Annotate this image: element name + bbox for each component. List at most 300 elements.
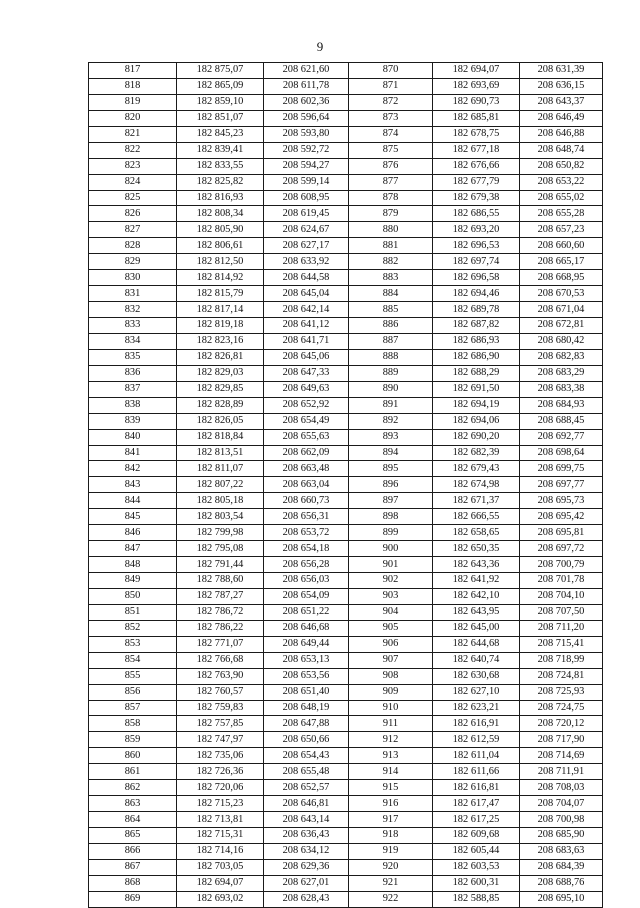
y-coordinate-cell: 208 656,28 bbox=[264, 557, 349, 573]
table-row bbox=[89, 126, 603, 142]
point-number-cell: 830 bbox=[89, 270, 177, 286]
x-coordinate-cell: 182 677,79 bbox=[433, 174, 520, 190]
x-coordinate-cell: 182 826,05 bbox=[177, 413, 264, 429]
point-number-cell: 879 bbox=[349, 206, 433, 222]
point-number-cell: 861 bbox=[89, 764, 177, 780]
point-number-cell: 837 bbox=[89, 381, 177, 397]
point-number-cell: 908 bbox=[349, 668, 433, 684]
point-number-cell: 821 bbox=[89, 126, 177, 142]
y-coordinate-cell: 208 594,27 bbox=[264, 158, 349, 174]
y-coordinate-cell: 208 644,58 bbox=[264, 270, 349, 286]
point-number-cell: 849 bbox=[89, 573, 177, 589]
x-coordinate-cell: 182 818,84 bbox=[177, 429, 264, 445]
x-coordinate-cell: 182 829,85 bbox=[177, 381, 264, 397]
point-number-cell: 864 bbox=[89, 812, 177, 828]
y-coordinate-cell: 208 645,06 bbox=[264, 349, 349, 365]
y-coordinate-cell: 208 611,78 bbox=[264, 78, 349, 94]
table-row bbox=[89, 238, 603, 254]
point-number-cell: 829 bbox=[89, 254, 177, 270]
y-coordinate-cell: 208 608,95 bbox=[264, 190, 349, 206]
x-coordinate-cell: 182 812,50 bbox=[177, 254, 264, 270]
y-coordinate-cell: 208 653,56 bbox=[264, 668, 349, 684]
point-number-cell: 889 bbox=[349, 365, 433, 381]
point-number-cell: 896 bbox=[349, 477, 433, 493]
x-coordinate-cell: 182 588,85 bbox=[433, 891, 520, 907]
point-number-cell: 839 bbox=[89, 413, 177, 429]
x-coordinate-cell: 182 650,35 bbox=[433, 541, 520, 557]
y-coordinate-cell: 208 650,82 bbox=[520, 158, 603, 174]
x-coordinate-cell: 182 609,68 bbox=[433, 828, 520, 844]
point-number-cell: 901 bbox=[349, 557, 433, 573]
x-coordinate-cell: 182 623,21 bbox=[433, 700, 520, 716]
table-row bbox=[89, 254, 603, 270]
table-row bbox=[89, 461, 603, 477]
point-number-cell: 922 bbox=[349, 891, 433, 907]
point-number-cell: 888 bbox=[349, 349, 433, 365]
y-coordinate-cell: 208 633,92 bbox=[264, 254, 349, 270]
coordinates-table bbox=[88, 62, 603, 908]
y-coordinate-cell: 208 641,71 bbox=[264, 333, 349, 349]
x-coordinate-cell: 182 693,02 bbox=[177, 891, 264, 907]
y-coordinate-cell: 208 631,39 bbox=[520, 63, 603, 79]
point-number-cell: 820 bbox=[89, 110, 177, 126]
table-row bbox=[89, 94, 603, 110]
coordinates-table-body bbox=[89, 63, 603, 908]
point-number-cell: 844 bbox=[89, 493, 177, 509]
y-coordinate-cell: 208 643,37 bbox=[520, 94, 603, 110]
y-coordinate-cell: 208 634,12 bbox=[264, 843, 349, 859]
point-number-cell: 859 bbox=[89, 732, 177, 748]
point-number-cell: 866 bbox=[89, 843, 177, 859]
table-row bbox=[89, 286, 603, 302]
y-coordinate-cell: 208 627,01 bbox=[264, 875, 349, 891]
y-coordinate-cell: 208 663,48 bbox=[264, 461, 349, 477]
point-number-cell: 865 bbox=[89, 828, 177, 844]
y-coordinate-cell: 208 653,72 bbox=[264, 525, 349, 541]
table-row bbox=[89, 509, 603, 525]
x-coordinate-cell: 182 875,07 bbox=[177, 63, 264, 79]
y-coordinate-cell: 208 665,17 bbox=[520, 254, 603, 270]
table-row bbox=[89, 732, 603, 748]
y-coordinate-cell: 208 655,48 bbox=[264, 764, 349, 780]
y-coordinate-cell: 208 656,31 bbox=[264, 509, 349, 525]
point-number-cell: 867 bbox=[89, 859, 177, 875]
table-row bbox=[89, 875, 603, 891]
x-coordinate-cell: 182 694,46 bbox=[433, 286, 520, 302]
y-coordinate-cell: 208 683,38 bbox=[520, 381, 603, 397]
y-coordinate-cell: 208 643,14 bbox=[264, 812, 349, 828]
y-coordinate-cell: 208 725,93 bbox=[520, 684, 603, 700]
y-coordinate-cell: 208 660,73 bbox=[264, 493, 349, 509]
x-coordinate-cell: 182 694,07 bbox=[177, 875, 264, 891]
y-coordinate-cell: 208 697,72 bbox=[520, 541, 603, 557]
y-coordinate-cell: 208 672,81 bbox=[520, 318, 603, 334]
x-coordinate-cell: 182 703,05 bbox=[177, 859, 264, 875]
point-number-cell: 833 bbox=[89, 318, 177, 334]
x-coordinate-cell: 182 696,53 bbox=[433, 238, 520, 254]
point-number-cell: 898 bbox=[349, 509, 433, 525]
y-coordinate-cell: 208 619,45 bbox=[264, 206, 349, 222]
x-coordinate-cell: 182 805,18 bbox=[177, 493, 264, 509]
y-coordinate-cell: 208 646,49 bbox=[520, 110, 603, 126]
x-coordinate-cell: 182 807,22 bbox=[177, 477, 264, 493]
x-coordinate-cell: 182 713,81 bbox=[177, 812, 264, 828]
table-row bbox=[89, 525, 603, 541]
y-coordinate-cell: 208 718,99 bbox=[520, 652, 603, 668]
y-coordinate-cell: 208 653,13 bbox=[264, 652, 349, 668]
table-row bbox=[89, 477, 603, 493]
table-row bbox=[89, 413, 603, 429]
point-number-cell: 862 bbox=[89, 780, 177, 796]
x-coordinate-cell: 182 823,16 bbox=[177, 333, 264, 349]
x-coordinate-cell: 182 828,89 bbox=[177, 397, 264, 413]
y-coordinate-cell: 208 663,04 bbox=[264, 477, 349, 493]
table-row bbox=[89, 397, 603, 413]
y-coordinate-cell: 208 648,74 bbox=[520, 142, 603, 158]
x-coordinate-cell: 182 630,68 bbox=[433, 668, 520, 684]
point-number-cell: 887 bbox=[349, 333, 433, 349]
x-coordinate-cell: 182 865,09 bbox=[177, 78, 264, 94]
x-coordinate-cell: 182 787,27 bbox=[177, 588, 264, 604]
point-number-cell: 899 bbox=[349, 525, 433, 541]
point-number-cell: 854 bbox=[89, 652, 177, 668]
point-number-cell: 912 bbox=[349, 732, 433, 748]
point-number-cell: 822 bbox=[89, 142, 177, 158]
y-coordinate-cell: 208 657,23 bbox=[520, 222, 603, 238]
table-row bbox=[89, 206, 603, 222]
table-row bbox=[89, 812, 603, 828]
point-number-cell: 841 bbox=[89, 445, 177, 461]
x-coordinate-cell: 182 693,20 bbox=[433, 222, 520, 238]
x-coordinate-cell: 182 687,82 bbox=[433, 318, 520, 334]
y-coordinate-cell: 208 596,64 bbox=[264, 110, 349, 126]
x-coordinate-cell: 182 808,34 bbox=[177, 206, 264, 222]
point-number-cell: 878 bbox=[349, 190, 433, 206]
point-number-cell: 870 bbox=[349, 63, 433, 79]
y-coordinate-cell: 208 715,41 bbox=[520, 636, 603, 652]
x-coordinate-cell: 182 833,55 bbox=[177, 158, 264, 174]
point-number-cell: 907 bbox=[349, 652, 433, 668]
y-coordinate-cell: 208 699,75 bbox=[520, 461, 603, 477]
table-row bbox=[89, 222, 603, 238]
point-number-cell: 855 bbox=[89, 668, 177, 684]
x-coordinate-cell: 182 686,90 bbox=[433, 349, 520, 365]
x-coordinate-cell: 182 760,57 bbox=[177, 684, 264, 700]
x-coordinate-cell: 182 603,53 bbox=[433, 859, 520, 875]
point-number-cell: 819 bbox=[89, 94, 177, 110]
point-number-cell: 891 bbox=[349, 397, 433, 413]
point-number-cell: 828 bbox=[89, 238, 177, 254]
x-coordinate-cell: 182 612,59 bbox=[433, 732, 520, 748]
x-coordinate-cell: 182 806,61 bbox=[177, 238, 264, 254]
x-coordinate-cell: 182 715,31 bbox=[177, 828, 264, 844]
x-coordinate-cell: 182 671,37 bbox=[433, 493, 520, 509]
table-row bbox=[89, 668, 603, 684]
y-coordinate-cell: 208 648,19 bbox=[264, 700, 349, 716]
point-number-cell: 827 bbox=[89, 222, 177, 238]
y-coordinate-cell: 208 688,45 bbox=[520, 413, 603, 429]
x-coordinate-cell: 182 640,74 bbox=[433, 652, 520, 668]
y-coordinate-cell: 208 701,78 bbox=[520, 573, 603, 589]
x-coordinate-cell: 182 815,79 bbox=[177, 286, 264, 302]
point-number-cell: 840 bbox=[89, 429, 177, 445]
y-coordinate-cell: 208 654,09 bbox=[264, 588, 349, 604]
table-row bbox=[89, 381, 603, 397]
y-coordinate-cell: 208 652,92 bbox=[264, 397, 349, 413]
table-row bbox=[89, 493, 603, 509]
y-coordinate-cell: 208 684,39 bbox=[520, 859, 603, 875]
y-coordinate-cell: 208 662,09 bbox=[264, 445, 349, 461]
point-number-cell: 838 bbox=[89, 397, 177, 413]
x-coordinate-cell: 182 715,23 bbox=[177, 796, 264, 812]
point-number-cell: 836 bbox=[89, 365, 177, 381]
x-coordinate-cell: 182 799,98 bbox=[177, 525, 264, 541]
point-number-cell: 915 bbox=[349, 780, 433, 796]
point-number-cell: 853 bbox=[89, 636, 177, 652]
y-coordinate-cell: 208 627,17 bbox=[264, 238, 349, 254]
x-coordinate-cell: 182 694,19 bbox=[433, 397, 520, 413]
y-coordinate-cell: 208 646,68 bbox=[264, 620, 349, 636]
point-number-cell: 848 bbox=[89, 557, 177, 573]
y-coordinate-cell: 208 670,53 bbox=[520, 286, 603, 302]
y-coordinate-cell: 208 629,36 bbox=[264, 859, 349, 875]
x-coordinate-cell: 182 786,72 bbox=[177, 604, 264, 620]
y-coordinate-cell: 208 642,14 bbox=[264, 302, 349, 318]
point-number-cell: 914 bbox=[349, 764, 433, 780]
y-coordinate-cell: 208 683,29 bbox=[520, 365, 603, 381]
y-coordinate-cell: 208 654,43 bbox=[264, 748, 349, 764]
x-coordinate-cell: 182 786,22 bbox=[177, 620, 264, 636]
y-coordinate-cell: 208 685,90 bbox=[520, 828, 603, 844]
x-coordinate-cell: 182 805,90 bbox=[177, 222, 264, 238]
point-number-cell: 824 bbox=[89, 174, 177, 190]
y-coordinate-cell: 208 711,91 bbox=[520, 764, 603, 780]
point-number-cell: 877 bbox=[349, 174, 433, 190]
x-coordinate-cell: 182 803,54 bbox=[177, 509, 264, 525]
point-number-cell: 846 bbox=[89, 525, 177, 541]
point-number-cell: 817 bbox=[89, 63, 177, 79]
x-coordinate-cell: 182 845,23 bbox=[177, 126, 264, 142]
point-number-cell: 893 bbox=[349, 429, 433, 445]
y-coordinate-cell: 208 717,90 bbox=[520, 732, 603, 748]
table-row bbox=[89, 349, 603, 365]
point-number-cell: 826 bbox=[89, 206, 177, 222]
point-number-cell: 856 bbox=[89, 684, 177, 700]
y-coordinate-cell: 208 646,81 bbox=[264, 796, 349, 812]
y-coordinate-cell: 208 624,67 bbox=[264, 222, 349, 238]
table-row bbox=[89, 573, 603, 589]
table-row bbox=[89, 828, 603, 844]
table-row bbox=[89, 557, 603, 573]
x-coordinate-cell: 182 627,10 bbox=[433, 684, 520, 700]
x-coordinate-cell: 182 617,47 bbox=[433, 796, 520, 812]
x-coordinate-cell: 182 617,25 bbox=[433, 812, 520, 828]
table-row bbox=[89, 541, 603, 557]
point-number-cell: 913 bbox=[349, 748, 433, 764]
y-coordinate-cell: 208 651,40 bbox=[264, 684, 349, 700]
x-coordinate-cell: 182 676,66 bbox=[433, 158, 520, 174]
table-row bbox=[89, 859, 603, 875]
table-row bbox=[89, 445, 603, 461]
point-number-cell: 886 bbox=[349, 318, 433, 334]
x-coordinate-cell: 182 795,08 bbox=[177, 541, 264, 557]
y-coordinate-cell: 208 654,49 bbox=[264, 413, 349, 429]
table-row bbox=[89, 764, 603, 780]
x-coordinate-cell: 182 679,43 bbox=[433, 461, 520, 477]
point-number-cell: 847 bbox=[89, 541, 177, 557]
point-number-cell: 897 bbox=[349, 493, 433, 509]
point-number-cell: 919 bbox=[349, 843, 433, 859]
point-number-cell: 881 bbox=[349, 238, 433, 254]
x-coordinate-cell: 182 826,81 bbox=[177, 349, 264, 365]
y-coordinate-cell: 208 688,76 bbox=[520, 875, 603, 891]
y-coordinate-cell: 208 641,12 bbox=[264, 318, 349, 334]
table-row bbox=[89, 142, 603, 158]
point-number-cell: 904 bbox=[349, 604, 433, 620]
y-coordinate-cell: 208 714,69 bbox=[520, 748, 603, 764]
x-coordinate-cell: 182 726,36 bbox=[177, 764, 264, 780]
x-coordinate-cell: 182 642,10 bbox=[433, 588, 520, 604]
x-coordinate-cell: 182 679,38 bbox=[433, 190, 520, 206]
y-coordinate-cell: 208 700,79 bbox=[520, 557, 603, 573]
x-coordinate-cell: 182 747,97 bbox=[177, 732, 264, 748]
x-coordinate-cell: 182 611,66 bbox=[433, 764, 520, 780]
y-coordinate-cell: 208 655,28 bbox=[520, 206, 603, 222]
x-coordinate-cell: 182 677,18 bbox=[433, 142, 520, 158]
point-number-cell: 916 bbox=[349, 796, 433, 812]
x-coordinate-cell: 182 766,68 bbox=[177, 652, 264, 668]
x-coordinate-cell: 182 720,06 bbox=[177, 780, 264, 796]
point-number-cell: 911 bbox=[349, 716, 433, 732]
point-number-cell: 845 bbox=[89, 509, 177, 525]
point-number-cell: 905 bbox=[349, 620, 433, 636]
point-number-cell: 852 bbox=[89, 620, 177, 636]
point-number-cell: 920 bbox=[349, 859, 433, 875]
y-coordinate-cell: 208 649,44 bbox=[264, 636, 349, 652]
x-coordinate-cell: 182 658,65 bbox=[433, 525, 520, 541]
point-number-cell: 823 bbox=[89, 158, 177, 174]
table-row bbox=[89, 716, 603, 732]
table-row bbox=[89, 700, 603, 716]
y-coordinate-cell: 208 656,03 bbox=[264, 573, 349, 589]
table-row bbox=[89, 796, 603, 812]
y-coordinate-cell: 208 704,07 bbox=[520, 796, 603, 812]
table-row bbox=[89, 636, 603, 652]
x-coordinate-cell: 182 696,58 bbox=[433, 270, 520, 286]
y-coordinate-cell: 208 592,72 bbox=[264, 142, 349, 158]
point-number-cell: 873 bbox=[349, 110, 433, 126]
y-coordinate-cell: 208 652,57 bbox=[264, 780, 349, 796]
y-coordinate-cell: 208 646,88 bbox=[520, 126, 603, 142]
point-number-cell: 895 bbox=[349, 461, 433, 477]
y-coordinate-cell: 208 655,02 bbox=[520, 190, 603, 206]
x-coordinate-cell: 182 816,93 bbox=[177, 190, 264, 206]
x-coordinate-cell: 182 788,60 bbox=[177, 573, 264, 589]
table-row bbox=[89, 843, 603, 859]
y-coordinate-cell: 208 636,15 bbox=[520, 78, 603, 94]
y-coordinate-cell: 208 692,77 bbox=[520, 429, 603, 445]
y-coordinate-cell: 208 599,14 bbox=[264, 174, 349, 190]
y-coordinate-cell: 208 720,12 bbox=[520, 716, 603, 732]
point-number-cell: 921 bbox=[349, 875, 433, 891]
y-coordinate-cell: 208 680,42 bbox=[520, 333, 603, 349]
y-coordinate-cell: 208 695,10 bbox=[520, 891, 603, 907]
x-coordinate-cell: 182 693,69 bbox=[433, 78, 520, 94]
x-coordinate-cell: 182 643,95 bbox=[433, 604, 520, 620]
x-coordinate-cell: 182 600,31 bbox=[433, 875, 520, 891]
point-number-cell: 851 bbox=[89, 604, 177, 620]
x-coordinate-cell: 182 694,06 bbox=[433, 413, 520, 429]
x-coordinate-cell: 182 616,91 bbox=[433, 716, 520, 732]
point-number-cell: 909 bbox=[349, 684, 433, 700]
point-number-cell: 903 bbox=[349, 588, 433, 604]
point-number-cell: 842 bbox=[89, 461, 177, 477]
table-row bbox=[89, 365, 603, 381]
x-coordinate-cell: 182 817,14 bbox=[177, 302, 264, 318]
page-number: 9 bbox=[316, 39, 324, 54]
table-row bbox=[89, 318, 603, 334]
point-number-cell: 868 bbox=[89, 875, 177, 891]
x-coordinate-cell: 182 851,07 bbox=[177, 110, 264, 126]
point-number-cell: 860 bbox=[89, 748, 177, 764]
point-number-cell: 902 bbox=[349, 573, 433, 589]
point-number-cell: 874 bbox=[349, 126, 433, 142]
x-coordinate-cell: 182 757,85 bbox=[177, 716, 264, 732]
x-coordinate-cell: 182 678,75 bbox=[433, 126, 520, 142]
x-coordinate-cell: 182 674,98 bbox=[433, 477, 520, 493]
table-row bbox=[89, 748, 603, 764]
y-coordinate-cell: 208 683,63 bbox=[520, 843, 603, 859]
x-coordinate-cell: 182 688,29 bbox=[433, 365, 520, 381]
x-coordinate-cell: 182 643,36 bbox=[433, 557, 520, 573]
table-row bbox=[89, 174, 603, 190]
y-coordinate-cell: 208 650,66 bbox=[264, 732, 349, 748]
x-coordinate-cell: 182 616,81 bbox=[433, 780, 520, 796]
y-coordinate-cell: 208 653,22 bbox=[520, 174, 603, 190]
x-coordinate-cell: 182 690,20 bbox=[433, 429, 520, 445]
x-coordinate-cell: 182 611,04 bbox=[433, 748, 520, 764]
y-coordinate-cell: 208 636,43 bbox=[264, 828, 349, 844]
y-coordinate-cell: 208 602,36 bbox=[264, 94, 349, 110]
y-coordinate-cell: 208 647,88 bbox=[264, 716, 349, 732]
point-number-cell: 884 bbox=[349, 286, 433, 302]
x-coordinate-cell: 182 771,07 bbox=[177, 636, 264, 652]
table-row bbox=[89, 620, 603, 636]
y-coordinate-cell: 208 655,63 bbox=[264, 429, 349, 445]
point-number-cell: 835 bbox=[89, 349, 177, 365]
y-coordinate-cell: 208 647,33 bbox=[264, 365, 349, 381]
table-row bbox=[89, 158, 603, 174]
y-coordinate-cell: 208 684,93 bbox=[520, 397, 603, 413]
point-number-cell: 834 bbox=[89, 333, 177, 349]
x-coordinate-cell: 182 641,92 bbox=[433, 573, 520, 589]
y-coordinate-cell: 208 695,81 bbox=[520, 525, 603, 541]
point-number-cell: 857 bbox=[89, 700, 177, 716]
y-coordinate-cell: 208 649,63 bbox=[264, 381, 349, 397]
x-coordinate-cell: 182 714,16 bbox=[177, 843, 264, 859]
y-coordinate-cell: 208 621,60 bbox=[264, 63, 349, 79]
x-coordinate-cell: 182 859,10 bbox=[177, 94, 264, 110]
x-coordinate-cell: 182 763,90 bbox=[177, 668, 264, 684]
y-coordinate-cell: 208 700,98 bbox=[520, 812, 603, 828]
point-number-cell: 883 bbox=[349, 270, 433, 286]
x-coordinate-cell: 182 690,73 bbox=[433, 94, 520, 110]
point-number-cell: 890 bbox=[349, 381, 433, 397]
x-coordinate-cell: 182 811,07 bbox=[177, 461, 264, 477]
table-row bbox=[89, 604, 603, 620]
x-coordinate-cell: 182 686,93 bbox=[433, 333, 520, 349]
x-coordinate-cell: 182 689,78 bbox=[433, 302, 520, 318]
